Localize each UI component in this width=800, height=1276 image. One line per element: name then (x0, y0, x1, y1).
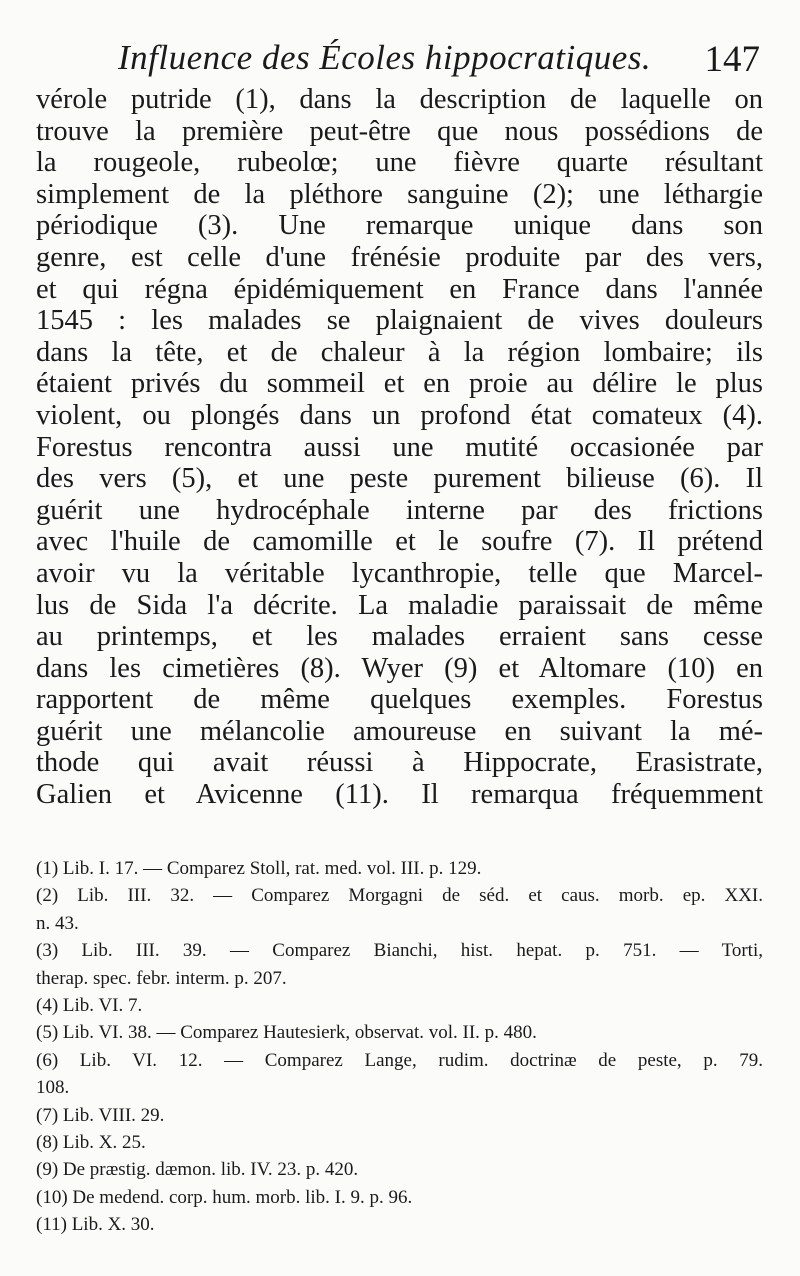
footnote: (9) De præstig. dæmon. lib. IV. 23. p. 420. (36, 1159, 359, 1181)
body-line: des vers (5), et une peste purement bilieuse (6). Il (36, 463, 763, 495)
footnote: (8) Lib. X. 25. (36, 1131, 146, 1153)
footnote-continuation: n. 43. (36, 912, 79, 934)
body-line: périodique (3). Une remarque unique dans son (36, 210, 763, 242)
running-title: Influence des Écoles hippocratiques. (118, 38, 652, 77)
footnote: (2) Lib. III. 32. — Comparez Morgagni de séd. et caus. morb. ep. XXI. (36, 885, 763, 907)
body-line: la rougeole, rubeolœ; une fièvre quarte résultant (36, 147, 763, 179)
body-line: étaient privés du sommeil et en proie au délire le plus (36, 368, 763, 400)
footnote: (6) Lib. VI. 12. — Comparez Lange, rudim. doctrinæ de peste, p. 79. (36, 1049, 763, 1071)
body-line: et qui régna épidémiquement en France dans l'année (36, 273, 763, 305)
page-header (118, 38, 760, 88)
body-line: guérit une mélancolie amoureuse en suivant la mé- (36, 715, 763, 747)
footnote: (5) Lib. VI. 38. — Comparez Hautesierk, observat. vol. II. p. 480. (36, 1022, 537, 1044)
body-line: 1545 : les malades se plaignaient de vives douleurs (36, 305, 763, 337)
body-line: avoir vu la véritable lycanthropie, telle que Marcel- (36, 557, 763, 589)
body-line: avec l'huile de camomille et le soufre (7). Il prétend (36, 526, 763, 558)
page-number: 147 (704, 39, 760, 80)
body-paragraph (36, 84, 763, 811)
body-line: Galien et Avicenne (11). Il remarqua fréquemment (36, 779, 763, 811)
body-line: lus de Sida l'a décrite. La maladie paraissait de même (36, 589, 763, 621)
body-line: violent, ou plongés dans un profond état comateux (4). (36, 399, 763, 431)
body-line: rapportent de même quelques exemples. Forestus (36, 684, 763, 716)
body-line: vérole putride (1), dans la description de laquelle on (36, 84, 763, 115)
footnote-continuation: therap. spec. febr. interm. p. 207. (36, 967, 287, 989)
footnote: (10) De medend. corp. hum. morb. lib. I. 9. p. 96. (36, 1186, 413, 1208)
body-line: trouve la première peut-être que nous possédions de (36, 115, 763, 147)
body-line: dans la tête, et de chaleur à la région lombaire; ils (36, 336, 763, 368)
footnote: (4) Lib. VI. 7. (36, 994, 143, 1016)
footnote: (11) Lib. X. 30. (36, 1214, 155, 1236)
body-line: simplement de la pléthore sanguine (2); une léthargie (36, 178, 763, 210)
footnote-continuation: 108. (36, 1077, 70, 1099)
footnote: (1) Lib. I. 17. — Comparez Stoll, rat. med. vol. III. p. 129. (36, 858, 482, 879)
body-line: Forestus rencontra aussi une mutité occasionée par (36, 431, 763, 463)
body-line: genre, est celle d'une frénésie produite par des vers, (36, 241, 763, 273)
footnote: (7) Lib. VIII. 29. (36, 1104, 165, 1126)
body-line: au printemps, et les malades erraient sans cesse (36, 621, 763, 653)
footnote: (3) Lib. III. 39. — Comparez Bianchi, hist. hepat. p. 751. — Torti, (36, 940, 763, 962)
body-line: thode qui avait réussi à Hippocrate, Erasistrate, (36, 747, 763, 779)
body-line: dans les cimetières (8). Wyer (9) et Altomare (10) en (36, 652, 763, 684)
footnotes (36, 856, 763, 1239)
body-line: guérit une hydrocéphale interne par des frictions (36, 494, 763, 526)
